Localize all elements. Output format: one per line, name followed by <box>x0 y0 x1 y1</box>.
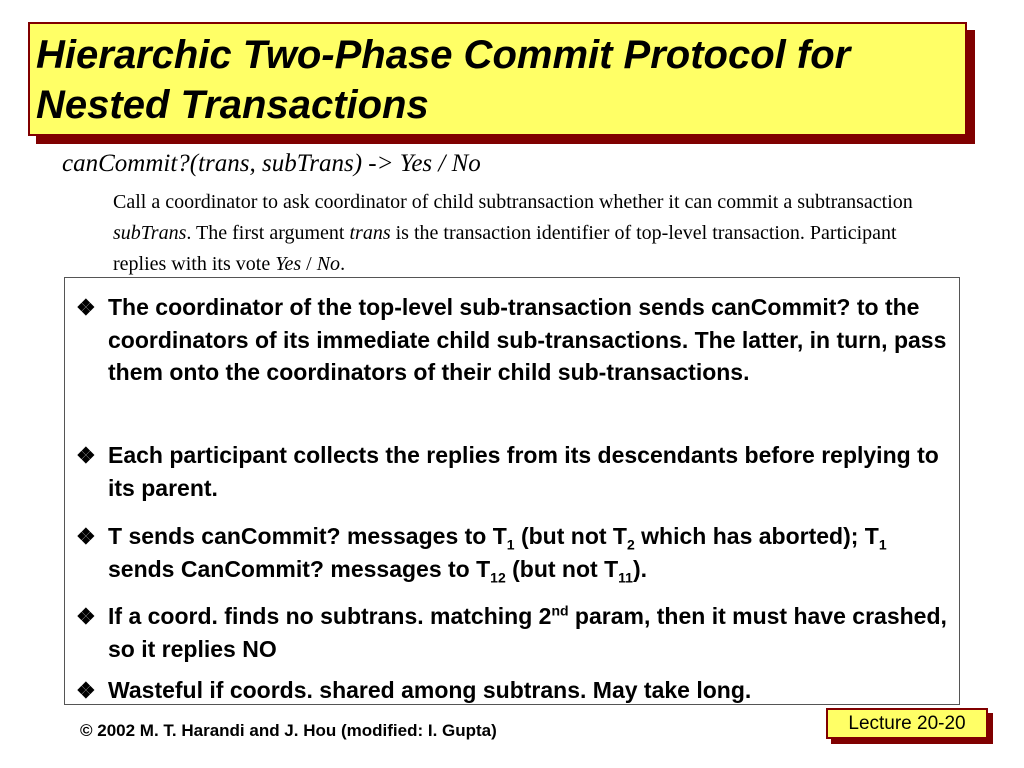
diamond-bullet-icon: ❖ <box>76 295 94 320</box>
description-no: No <box>316 253 341 275</box>
slide-title-box <box>28 22 967 136</box>
slide-title-line1: Hierarchic Two-Phase Commit Protocol for <box>36 33 851 77</box>
diamond-bullet-icon: ❖ <box>76 604 94 629</box>
bullet-text-3d: sends CanCommit? messages to T <box>108 556 491 582</box>
diamond-bullet-icon: ❖ <box>76 443 94 468</box>
description-trans: trans <box>349 222 391 244</box>
bullet-text-3b: (but not T <box>514 523 627 549</box>
method-signature: canCommit?(trans, subTrans) -> Yes / No <box>62 150 481 177</box>
bullet-text-3e: (but not T <box>505 556 619 582</box>
bullet-item-3 <box>76 520 948 585</box>
bullet-text-1: The coordinator of the top-level sub-transaction sends canCommit? to the coordinators of its immediate child sub-transactions. The latter, in turn, pass them onto the coordinators of their child sub-transactions. <box>108 294 947 385</box>
bullet-item-2 <box>76 439 948 504</box>
description-yes: Yes <box>275 253 302 275</box>
description-text-1: Call a coordinator to ask coordinator of child subtransaction whether it can commit a subtransaction <box>113 191 913 213</box>
description-end: . <box>340 253 346 275</box>
bullet-item-5 <box>76 674 948 707</box>
lecture-number-badge: Lecture 20-20 <box>826 708 988 739</box>
bullet-text-3c: which has aborted); T <box>634 523 879 549</box>
bullet-item-1 <box>76 291 948 388</box>
superscript-nd: nd <box>551 602 569 619</box>
description-subtrans: subTrans <box>113 222 187 244</box>
subscript-12: 12 <box>490 569 506 586</box>
bullet-text-4b: param, then it must have crashed, so it replies NO <box>108 603 947 662</box>
subscript-1b: 1 <box>878 536 887 553</box>
subscript-11: 11 <box>618 569 633 586</box>
bullet-list-box <box>64 277 960 705</box>
bullet-text-3f: ). <box>632 556 648 582</box>
bullet-text-5: Wasteful if coords. shared among subtrans. May take long. <box>108 677 752 703</box>
bullet-text-2: Each participant collects the replies from its descendants before replying to its parent. <box>108 442 939 501</box>
bullet-text-3a: T sends canCommit? messages to T <box>108 523 507 549</box>
copyright-notice: © 2002 M. T. Harandi and J. Hou (modified: I. Gupta) <box>80 721 497 740</box>
description-text-2: . The first argument <box>186 222 350 244</box>
description-slash: / <box>301 253 317 275</box>
slide-title <box>36 30 850 130</box>
method-description <box>113 187 913 280</box>
diamond-bullet-icon: ❖ <box>76 524 94 549</box>
slide-title-line2: Nested Transactions <box>36 83 429 127</box>
diamond-bullet-icon: ❖ <box>76 678 94 703</box>
subscript-2: 2 <box>626 536 635 553</box>
description-text-3: is the transaction identifier of top-level transaction. Participant replies with its vote <box>113 222 897 275</box>
subscript-1a: 1 <box>506 536 515 553</box>
bullet-text-4a: If a coord. finds no subtrans. matching 2 <box>108 603 552 629</box>
bullet-item-4 <box>76 600 948 665</box>
